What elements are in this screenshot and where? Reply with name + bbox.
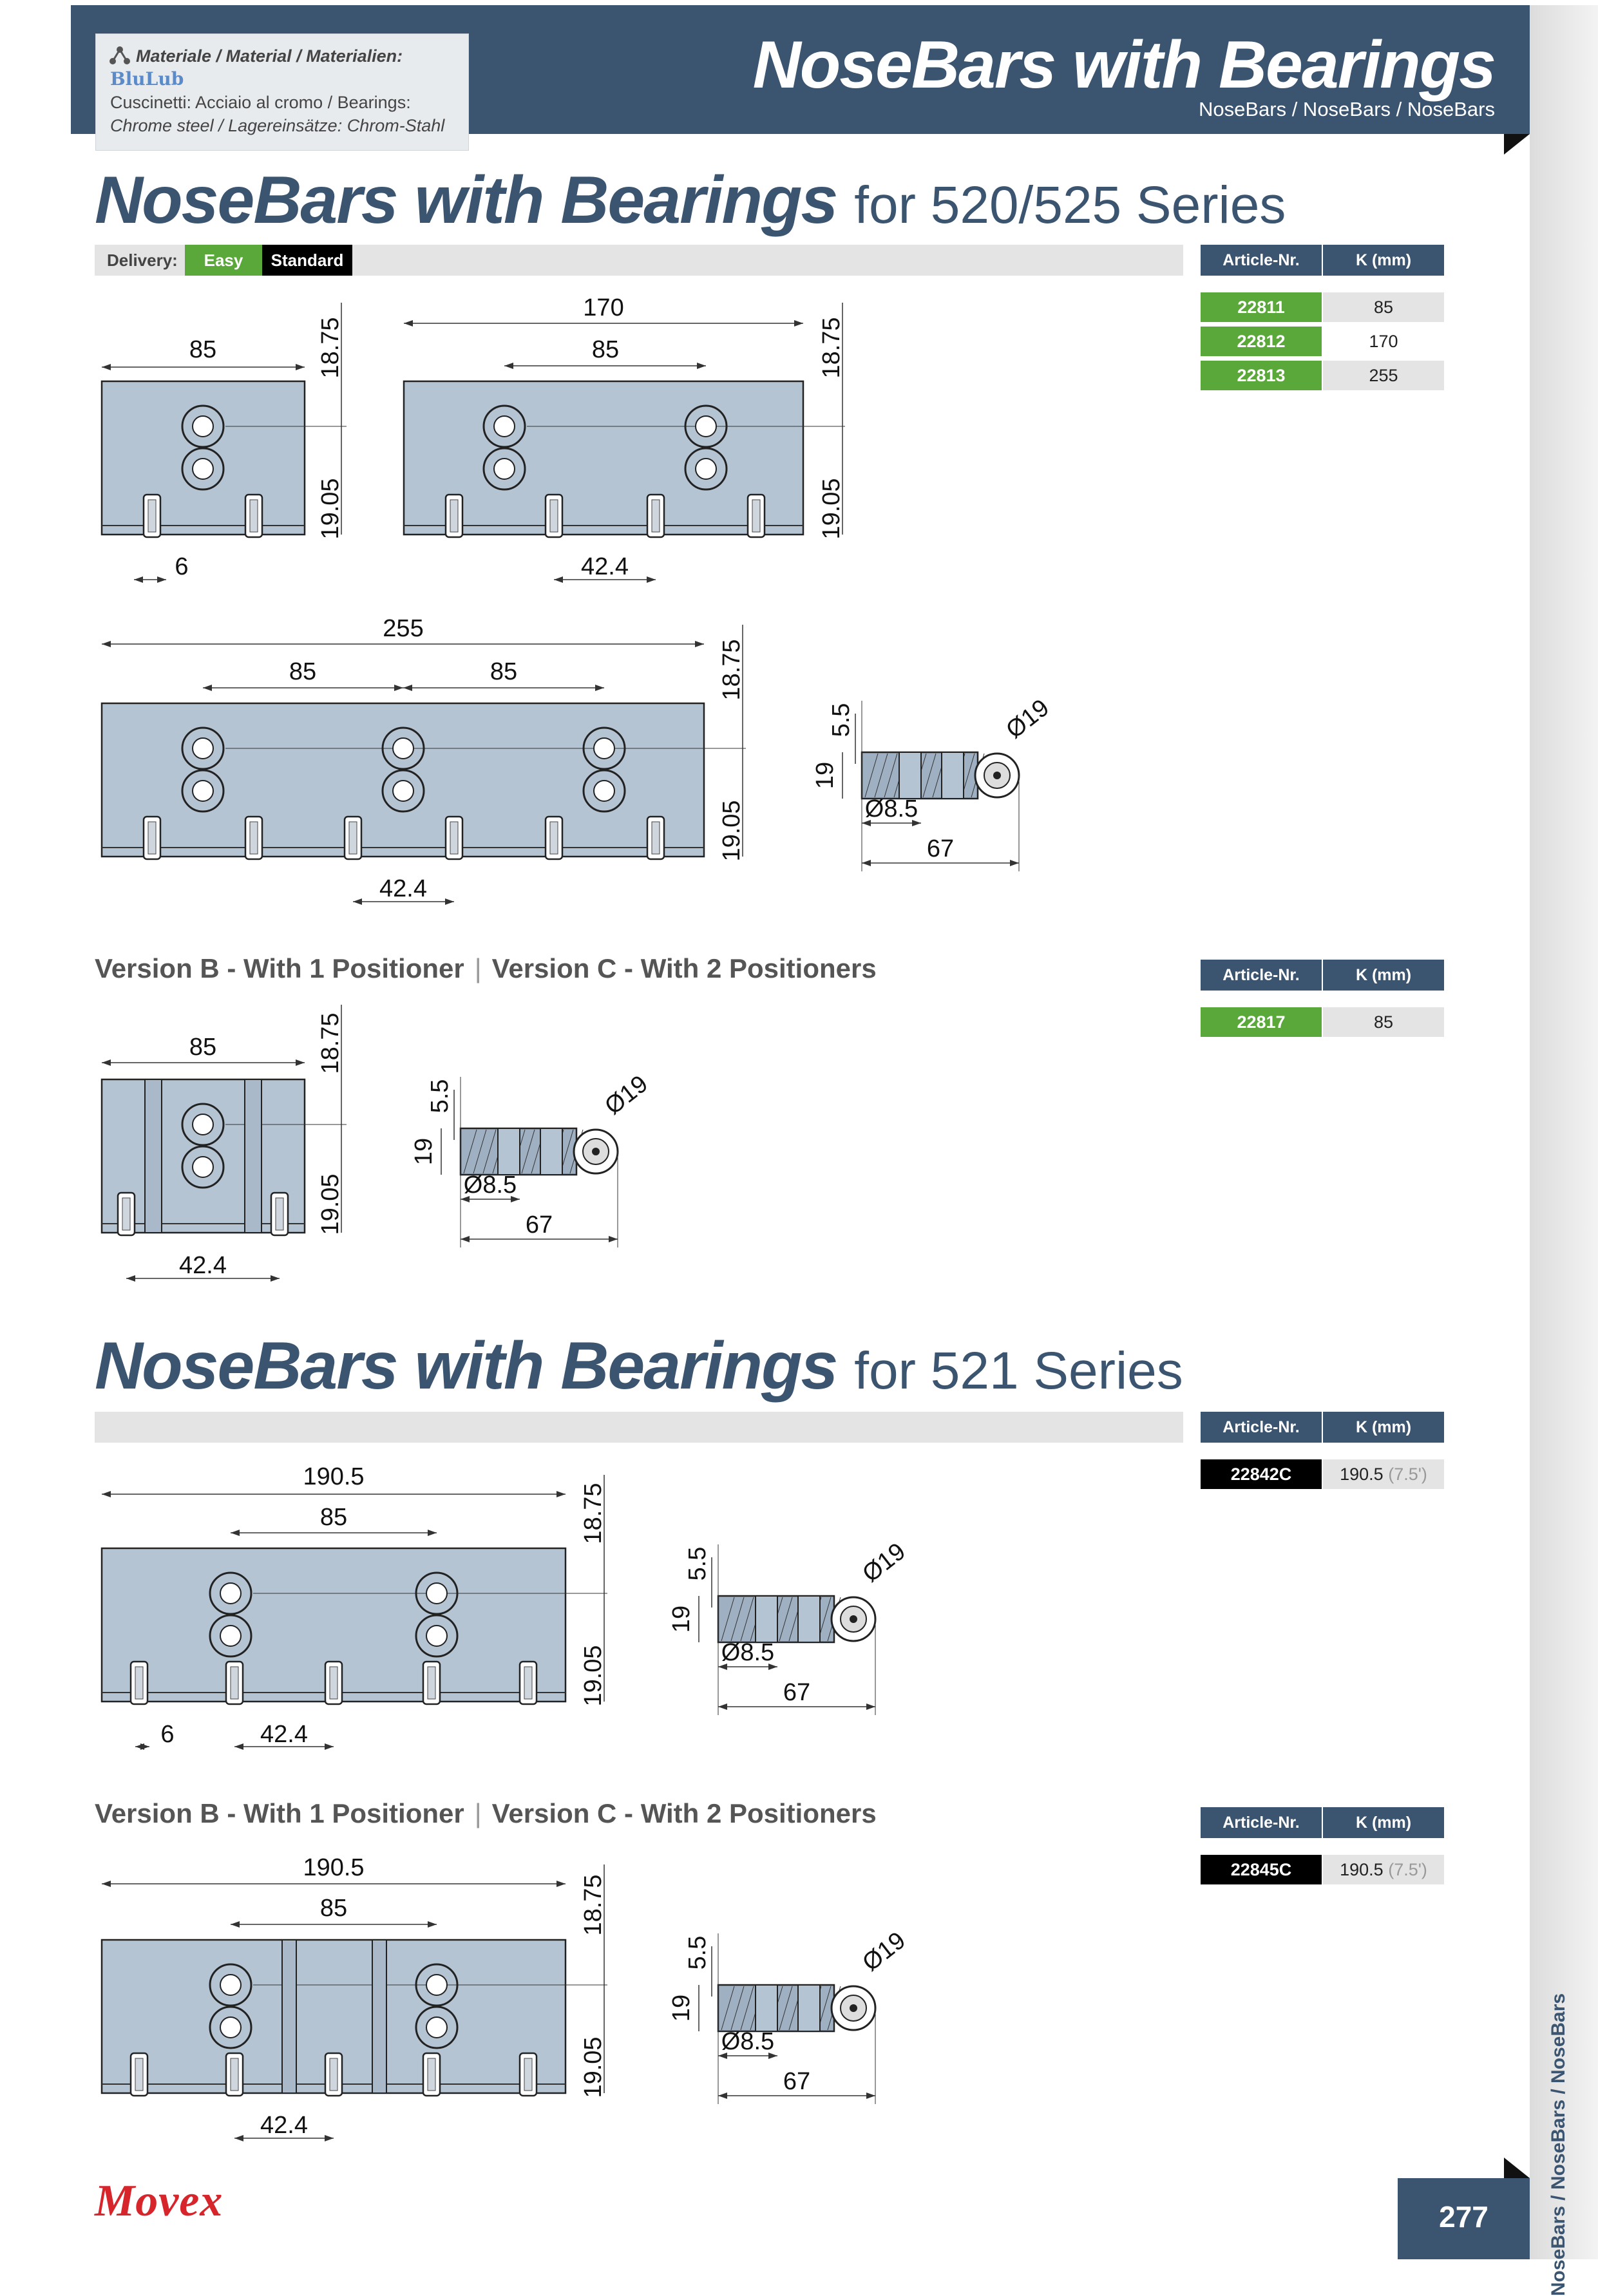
arrow-icon xyxy=(325,2135,334,2141)
arrow-icon xyxy=(126,1275,135,1282)
section-520-title-series: for 520/525 Series xyxy=(854,176,1286,234)
arrow-icon xyxy=(102,641,111,647)
table-cell-article: 22817 xyxy=(1201,1007,1322,1037)
positioner-pin-core xyxy=(231,2058,238,2091)
dimension-label: 67 xyxy=(783,1679,811,1706)
bearing-bore xyxy=(220,2017,241,2038)
bearing-bore xyxy=(594,738,614,759)
bearing-bore xyxy=(220,1975,241,1995)
dimension-label: 67 xyxy=(525,1211,553,1238)
arrow-icon xyxy=(231,1921,240,1928)
bearing-bore xyxy=(220,1626,241,1646)
arrow-icon xyxy=(234,1743,243,1750)
nosebar-body xyxy=(102,703,704,857)
profile-bore xyxy=(899,752,921,799)
bearing-bore xyxy=(193,738,213,759)
arrow-icon xyxy=(271,1275,280,1282)
arrow-icon xyxy=(353,898,362,905)
material-label: Materiale / Material / Materialien: xyxy=(136,46,403,66)
arrow-icon xyxy=(697,363,706,369)
dimension-label: Ø19 xyxy=(1001,694,1054,745)
section-521-title-series: for 521 Series xyxy=(854,1342,1183,1400)
arrow-icon xyxy=(595,685,604,691)
table-cell-article: 22812 xyxy=(1201,327,1322,356)
positioner-pin-core xyxy=(652,500,660,532)
arrow-icon xyxy=(102,1491,111,1497)
arrow-icon xyxy=(296,1059,305,1066)
dimension-label: Ø8.5 xyxy=(864,795,918,822)
arrow-icon xyxy=(203,685,212,691)
dimension-label: 18.75 xyxy=(580,1483,607,1544)
profile-bore xyxy=(498,1128,520,1175)
positioner-pin-core xyxy=(135,1667,143,1699)
dimension-label: 42.4 xyxy=(581,553,629,580)
arrow-icon xyxy=(609,1236,618,1242)
bearing-bore xyxy=(594,781,614,801)
dimension-label: 6 xyxy=(175,553,189,580)
table-cell-article: 22811 xyxy=(1201,292,1322,322)
table-cell-k: 255 xyxy=(1323,361,1444,390)
dimension-label: 18.75 xyxy=(317,317,344,379)
arrow-icon xyxy=(862,860,871,866)
dimension-label: 19 xyxy=(410,1137,437,1166)
dimension-label: 85 xyxy=(591,336,620,363)
dimension-label: 19 xyxy=(668,1994,695,2022)
positioner-slot xyxy=(145,1079,162,1233)
table-header-k: K (mm) xyxy=(1323,960,1444,991)
arrow-icon xyxy=(461,1236,470,1242)
arrow-icon xyxy=(866,1703,875,1710)
arrow-icon xyxy=(866,2092,875,2099)
dimension-label: 19 xyxy=(812,761,839,790)
delivery-standard-badge: Standard xyxy=(262,245,352,276)
arrow-icon xyxy=(102,1059,111,1066)
version-separator: | xyxy=(474,1798,482,1828)
positioner-pin-core xyxy=(524,1667,532,1699)
roller-center xyxy=(850,1615,857,1623)
arrow-icon xyxy=(102,1881,111,1887)
table-header-article: Article-Nr. xyxy=(1201,245,1322,276)
dimension-label: 85 xyxy=(189,336,217,363)
roller-center xyxy=(850,2004,857,2012)
profile-bore xyxy=(540,1128,562,1175)
page-title: NoseBars with Bearings xyxy=(752,28,1495,102)
bearing-bore xyxy=(696,459,716,479)
arrow-icon xyxy=(445,898,454,905)
positioner-pin-core xyxy=(276,1198,283,1230)
positioner-slot xyxy=(372,1940,386,2093)
bearing-bore xyxy=(494,416,515,437)
k-value: 190.5 xyxy=(1340,1860,1384,1879)
arrow-icon xyxy=(695,641,704,647)
k-note: (7.5') xyxy=(1388,1465,1427,1484)
dimension-label: 85 xyxy=(319,1895,348,1922)
positioner-pin-core xyxy=(250,822,258,854)
positioner-pin-core xyxy=(450,822,458,854)
dimension-label: Ø19 xyxy=(857,1926,911,1977)
k-note: (7.5') xyxy=(1388,1860,1427,1879)
bearing-bore xyxy=(193,781,213,801)
dimension-label: Ø19 xyxy=(600,1070,653,1121)
roller-center xyxy=(993,772,1001,779)
bearing-bore xyxy=(494,459,515,479)
bearing-bore xyxy=(393,781,414,801)
bearing-bore xyxy=(696,416,716,437)
arrow-icon xyxy=(554,576,563,583)
arrow-icon xyxy=(404,320,413,327)
dimension-label: 85 xyxy=(189,1034,217,1061)
dimension-label: 42.4 xyxy=(260,1721,308,1748)
dimension-label: 19.05 xyxy=(580,1645,607,1707)
positioner-pin-core xyxy=(450,500,458,532)
bearing-bore xyxy=(426,1626,447,1646)
positioner-pin-core xyxy=(349,822,357,854)
roller-center xyxy=(592,1148,600,1155)
delivery-label: Delivery: xyxy=(107,251,178,270)
profile-bore xyxy=(798,1985,820,2031)
version-c-label: Version C - With 2 Positioners xyxy=(491,953,877,983)
dimension-label: 190.5 xyxy=(303,1854,365,1881)
table-header-k: K (mm) xyxy=(1323,245,1444,276)
dimension-label: 190.5 xyxy=(303,1463,365,1490)
k-value: 190.5 xyxy=(1340,1465,1384,1484)
arrow-icon xyxy=(296,364,305,370)
bearing-bore xyxy=(193,1114,213,1135)
bearing-bore xyxy=(193,459,213,479)
dimension-label: Ø8.5 xyxy=(463,1172,517,1199)
dimension-label: 18.75 xyxy=(317,1012,344,1074)
version-separator: | xyxy=(474,953,482,983)
version-b-label: Version B - With 1 Positioner xyxy=(95,953,464,983)
bearing-bore xyxy=(220,1583,241,1604)
bearing-bore xyxy=(193,416,213,437)
dimension-label: 67 xyxy=(783,2068,811,2095)
profile-bore xyxy=(756,1985,777,2031)
table-header-article: Article-Nr. xyxy=(1201,960,1322,991)
material-line-1: Cuscinetti: Acciaio al cromo / Bearings: xyxy=(110,93,411,112)
arrow-icon xyxy=(325,1743,334,1750)
positioner-pin-core xyxy=(250,500,258,532)
delivery-easy-badge: Easy xyxy=(185,245,262,276)
version-c-label: Version C - With 2 Positioners xyxy=(491,1798,877,1828)
dimension-label: 18.75 xyxy=(718,639,745,701)
positioner-pin-core xyxy=(135,2058,143,2091)
table-cell-article: 22842C xyxy=(1201,1459,1322,1489)
dimension-label: Ø19 xyxy=(857,1537,911,1588)
material-brand: BluLub xyxy=(110,68,184,90)
positioner-pin-core xyxy=(428,1667,435,1699)
dimension-label: Ø8.5 xyxy=(721,1639,775,1666)
arrow-icon xyxy=(556,1491,566,1497)
arrow-icon xyxy=(102,364,111,370)
page-number: 277 xyxy=(1398,2178,1530,2259)
arrow-icon xyxy=(718,1703,727,1710)
positioner-pin-core xyxy=(428,2058,435,2091)
side-label: NoseBars / NoseBars / NoseBars xyxy=(1548,1993,1569,2296)
arrow-icon xyxy=(140,1743,149,1750)
table-cell-article: 22845C xyxy=(1201,1855,1322,1884)
dimension-label: 85 xyxy=(319,1504,348,1531)
movex-logo: Movex xyxy=(95,2176,224,2226)
dimension-label: 67 xyxy=(926,835,955,862)
dimension-label: Ø8.5 xyxy=(721,2028,775,2055)
section-520-title-main: NoseBars with Bearings xyxy=(95,163,837,238)
table-cell-article: 22813 xyxy=(1201,361,1322,390)
arrow-icon xyxy=(718,2092,727,2099)
dimension-label: 5.5 xyxy=(684,1935,711,1970)
dimension-label: 19.05 xyxy=(317,478,344,540)
table-header-article: Article-Nr. xyxy=(1201,1412,1322,1443)
positioner-pin-core xyxy=(652,822,660,854)
table-cell-k: 85 xyxy=(1323,1007,1444,1037)
profile-bore xyxy=(756,1596,777,1642)
bearing-bore xyxy=(393,738,414,759)
bearing-bore xyxy=(426,1583,447,1604)
table-header-k: K (mm) xyxy=(1323,1412,1444,1443)
positioner-pin-core xyxy=(330,2058,338,2091)
bearing-bore xyxy=(426,2017,447,2038)
arrow-icon xyxy=(1010,860,1019,866)
page-subtitle: NoseBars / NoseBars / NoseBars xyxy=(1198,98,1495,120)
positioner-pin-core xyxy=(148,500,156,532)
dimension-label: 5.5 xyxy=(828,703,855,737)
dimension-label: 85 xyxy=(490,658,518,685)
bearing-bore xyxy=(426,1975,447,1995)
arrow-icon xyxy=(403,685,412,691)
positioner-slot xyxy=(282,1940,296,2093)
positioner-pin-core xyxy=(550,822,558,854)
dimension-label: 42.4 xyxy=(379,875,427,902)
arrow-icon xyxy=(234,2135,243,2141)
positioner-pin-core xyxy=(231,1667,238,1699)
dimension-label: 5.5 xyxy=(426,1079,453,1114)
dimension-label: 19.05 xyxy=(818,478,845,540)
dimension-label: 170 xyxy=(583,294,624,321)
dimension-label: 18.75 xyxy=(818,317,845,379)
arrow-icon xyxy=(556,1881,566,1887)
positioner-pin-core xyxy=(752,500,760,532)
dimension-label: 42.4 xyxy=(179,1252,227,1279)
arrow-icon xyxy=(794,320,803,327)
positioner-pin-core xyxy=(148,822,156,854)
dimension-label: 19 xyxy=(668,1605,695,1633)
profile-bore xyxy=(942,752,964,799)
positioner-pin-core xyxy=(330,1667,338,1699)
arrow-icon xyxy=(394,685,403,691)
arrow-icon xyxy=(647,576,656,583)
dimension-label: 5.5 xyxy=(684,1546,711,1581)
dimension-label: 255 xyxy=(383,615,424,642)
arrow-icon xyxy=(231,1530,240,1536)
dimension-label: 42.4 xyxy=(260,2112,308,2139)
arrow-icon xyxy=(134,576,143,583)
table-header-article: Article-Nr. xyxy=(1201,1807,1322,1838)
section-521-title-main: NoseBars with Bearings xyxy=(95,1329,837,1403)
positioner-slot xyxy=(245,1079,262,1233)
table-header-k: K (mm) xyxy=(1323,1807,1444,1838)
bearing-bore xyxy=(193,1157,213,1177)
positioner-pin-core xyxy=(524,2058,532,2091)
nosebar-body xyxy=(102,381,305,535)
positioner-pin-core xyxy=(550,500,558,532)
dimension-label: 85 xyxy=(289,658,317,685)
profile-bore xyxy=(798,1596,820,1642)
dimension-label: 19.05 xyxy=(718,800,745,862)
dimension-label: 19.05 xyxy=(580,2036,607,2098)
arrow-icon xyxy=(428,1530,437,1536)
arrow-icon xyxy=(504,363,513,369)
material-line-2: Chrome steel / Lagereinsätze: Chrom-Stahl xyxy=(110,116,445,135)
dimension-label: 6 xyxy=(160,1721,175,1748)
nosebar-body xyxy=(404,381,803,535)
arrow-icon xyxy=(428,1921,437,1928)
positioner-pin-core xyxy=(122,1198,130,1230)
table-cell-k: 170 xyxy=(1323,327,1444,356)
version-b-label: Version B - With 1 Positioner xyxy=(95,1798,464,1828)
table-cell-k: 85 xyxy=(1323,292,1444,322)
arrow-icon xyxy=(157,576,166,583)
dimension-label: 18.75 xyxy=(580,1874,607,1936)
dimension-label: 19.05 xyxy=(317,1173,344,1235)
